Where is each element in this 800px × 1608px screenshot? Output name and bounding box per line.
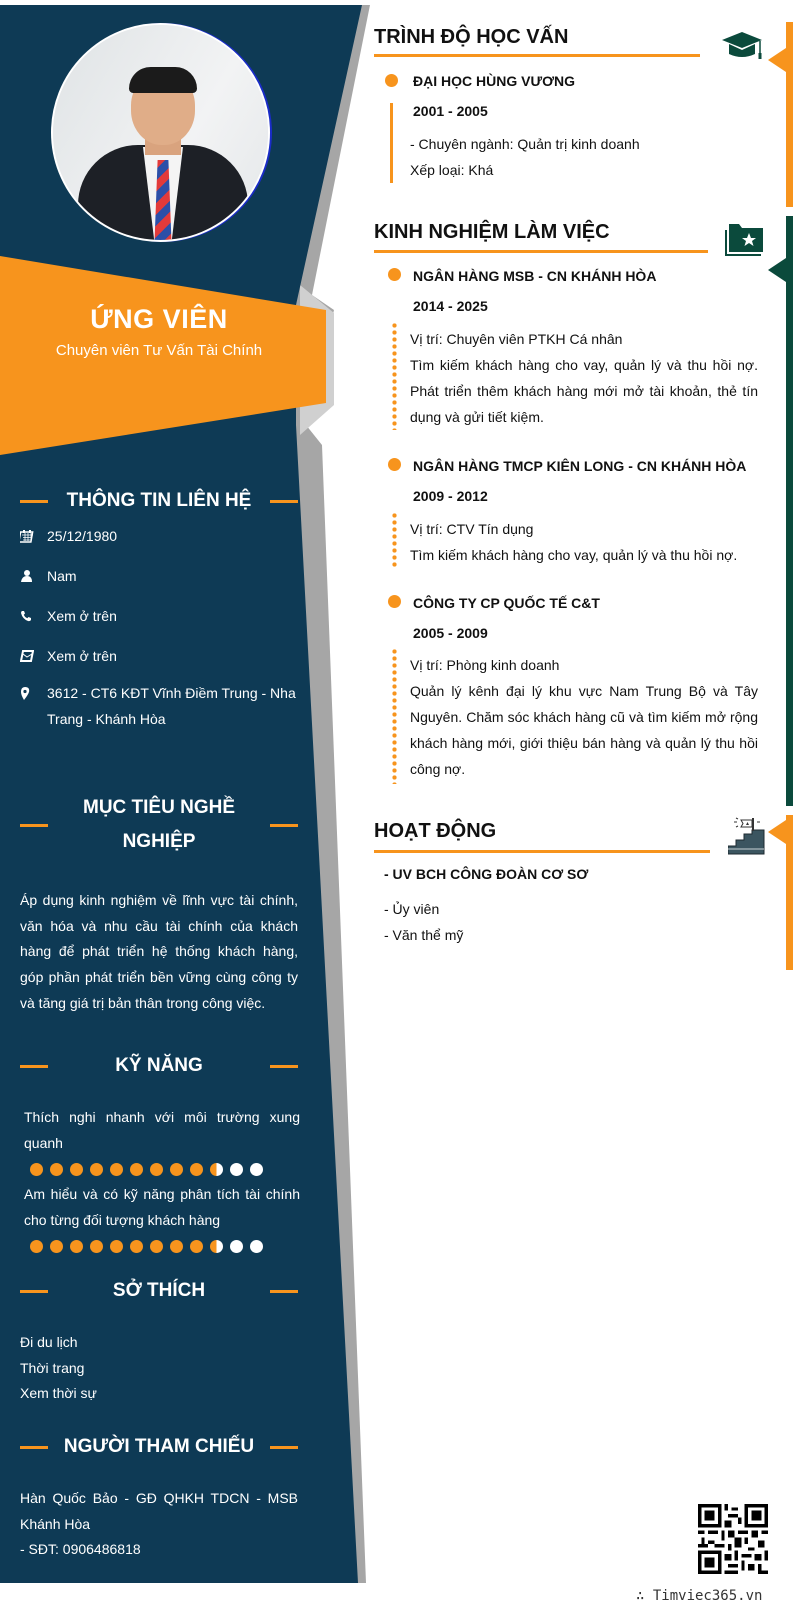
company-name: CÔNG TY CP QUỐC TẾ C&T <box>413 595 600 611</box>
skills-heading: KỸ NĂNG <box>20 1049 298 1083</box>
contact-gender: Nam <box>20 566 302 606</box>
hobby-item: Đi du lịch <box>20 1334 78 1350</box>
timeline-dot <box>388 595 401 608</box>
experience-heading: KINH NGHIỆM LÀM VIỆC <box>374 221 610 243</box>
folder-star-icon <box>725 222 765 261</box>
timeline-dot <box>385 74 398 87</box>
timeline-line <box>390 103 393 183</box>
user-icon <box>20 566 47 586</box>
contact-address: 3612 - CT6 KĐT Vĩnh Điềm Trung - Nha Trang - Khánh Hòa <box>20 680 302 732</box>
activities-side-bar <box>786 815 793 970</box>
skill-name: Thích nghi nhanh với môi trường xung quanh <box>24 1109 300 1151</box>
skill-name: Am hiểu và có kỹ năng phân tích tài chính cho từng đối tượng khách hàng <box>24 1186 300 1228</box>
contact-list <box>20 526 302 732</box>
hobbies-heading: SỞ THÍCH <box>20 1274 298 1308</box>
activity-item: - Ủy viên <box>384 901 440 917</box>
qr-code <box>698 1504 768 1574</box>
education-side-bar <box>786 22 793 207</box>
profile-header <box>0 300 318 359</box>
job-details: Vị trí: Chuyên viên PTKH Cá nhân Tìm kiếm khách hàng cho vay, quản lý và thu hồi nợ. Phát triển thêm khách hàng mới mở tài khoản, thẻ tín dụng và gửi tiết kiệm. <box>410 331 758 425</box>
education-heading-underline <box>374 54 700 57</box>
education-heading: TRÌNH ĐỘ HỌC VẤN <box>374 26 569 48</box>
timeline-dotted-line <box>392 322 397 430</box>
company-name: NGÂN HÀNG MSB - CN KHÁNH HÒA <box>413 268 657 284</box>
watermark: ∴ Timviec365.vn <box>636 1588 763 1604</box>
graduation-cap-icon <box>720 32 766 67</box>
job-details: Vị trí: CTV Tín dụng Tìm kiếm khách hàng cho vay, quản lý và thu hồi nợ. <box>410 521 738 563</box>
heading-bar-right <box>270 500 298 503</box>
activities-heading: HOẠT ĐỘNG <box>374 820 497 842</box>
activity-list <box>384 896 463 948</box>
activity-item: - Văn thể mỹ <box>384 927 464 943</box>
education-side-pointer <box>768 48 786 72</box>
contact-email: Xem ở trên <box>20 646 302 686</box>
timeline-dot <box>388 268 401 281</box>
heading-bar-left <box>20 500 48 503</box>
objective-heading: MỤC TIÊU NGHỀ NGHIỆP <box>20 790 298 860</box>
company-name: NGÂN HÀNG TMCP KIÊN LONG - CN KHÁNH HÒA <box>413 458 747 474</box>
candidate-title: Chuyên viên Tư Vấn Tài Chính <box>55 342 263 359</box>
activities-side-pointer <box>768 820 786 844</box>
skill-rating <box>24 1233 300 1259</box>
references-heading: NGƯỜI THAM CHIẾU <box>20 1430 298 1464</box>
candidate-name: ỨNG VIÊN <box>90 304 228 334</box>
contact-phone: Xem ở trên <box>20 606 302 646</box>
activities-heading-underline <box>374 850 710 853</box>
skills-list <box>24 1105 300 1259</box>
education-details: - Chuyên ngành: Quản trị kinh doanh Xếp loại: Khá <box>410 136 640 178</box>
hobby-item: Xem thời sự <box>20 1385 97 1402</box>
map-pin-icon <box>20 680 47 706</box>
contact-heading: THÔNG TIN LIÊN HỆ <box>20 484 298 518</box>
calendar-icon <box>20 526 47 546</box>
skill-rating <box>24 1156 300 1182</box>
timeline-dot <box>388 458 401 471</box>
envelope-icon <box>20 646 47 666</box>
objective-text: Áp dụng kinh nghiệm về lĩnh vực tài chính, văn hóa và nhu cầu tài chính của khách hàng để phát triển hệ thống khách hàng, góp phần phát triển bền vững cùng công ty và tăng giá trị bản thân trong công việc. <box>20 892 298 1011</box>
experience-side-bar <box>786 216 793 806</box>
job-period: 2014 - 2025 <box>413 298 488 314</box>
job-period: 2005 - 2009 <box>413 625 488 641</box>
school-name: ĐẠI HỌC HÙNG VƯƠNG <box>413 73 576 89</box>
contact-birthday: 25/12/1980 <box>20 526 302 566</box>
references-text: Hàn Quốc Bảo - GĐ QHKH TDCN - MSB Khánh Hòa - SĐT: 0906486818 <box>20 1490 298 1558</box>
job-details: Vị trí: Phòng kinh doanh Quản lý kênh đại lý khu vực Nam Trung Bộ và Tây Nguyên. Chăm sóc khách hàng cũ và tìm kiếm mở rộng khách hàng mới, giới thiệu bán hàng và quản lý thu hồi công nợ. <box>410 657 758 777</box>
education-period: 2001 - 2005 <box>413 103 488 119</box>
stairs-flag-icon <box>728 816 766 861</box>
hobbies-list <box>20 1330 97 1407</box>
experience-heading-underline <box>374 250 708 253</box>
experience-side-pointer <box>768 258 786 282</box>
timeline-dotted-line <box>392 512 397 568</box>
avatar <box>51 23 270 242</box>
phone-icon <box>20 606 47 626</box>
job-period: 2009 - 2012 <box>413 488 488 504</box>
activity-title: - UV BCH CÔNG ĐOÀN CƠ SƠ <box>384 866 589 882</box>
timeline-dotted-line <box>392 648 397 784</box>
hobby-item: Thời trang <box>20 1359 85 1376</box>
